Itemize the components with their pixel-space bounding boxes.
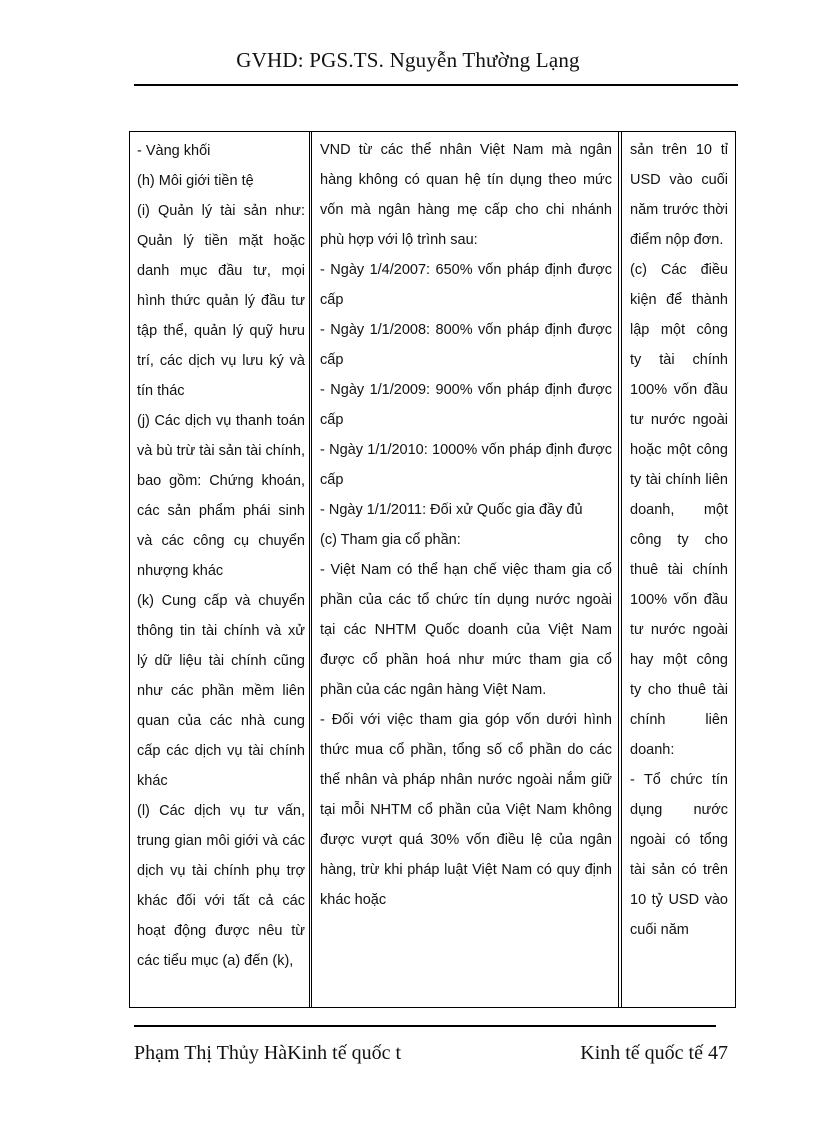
header-divider — [134, 84, 738, 86]
table-cell-text: - Đối với việc tham gia góp vốn dưới hình thức mua cổ phần, tổng số cổ phần do các thể nhân và pháp nhân nước ngoài nắm giữ tại mỗi NHTM cổ phần của Việt Nam không được vượt quá 30% vốn điều lệ của ngân hàng, trừ khi pháp luật Việt Nam có quy định khác hoặc — [320, 712, 612, 908]
table-cell-text: (h) Môi giới tiền tệ — [137, 173, 254, 189]
table-cell-text: - Tổ chức tín dụng nước ngoài có tổng tài sản có trên 10 tỷ USD vào cuối năm — [630, 772, 728, 938]
footer-divider — [134, 1025, 716, 1027]
table-cell-text: (j) Các dịch vụ thanh toán và bù trừ tài sản tài chính, bao gồm: Chứng khoán, các sản phẩm phái sinh và các công cụ chuyển nhượng khác — [137, 413, 305, 579]
table-column-limitations — [311, 132, 619, 1007]
table-column-conditions — [621, 132, 735, 1007]
table-cell-text: - Ngày 1/1/2009: 900% vốn pháp định được cấp — [320, 382, 612, 428]
table-cell-text: - Vàng khối — [137, 143, 211, 159]
footer-page-label: Kinh tế quốc tế 47 — [580, 1042, 728, 1064]
footer-author: Phạm Thị Thủy HàKinh tế quốc t — [134, 1042, 402, 1064]
table-cell-text: (i) Quản lý tài sản như: Quản lý tiền mặt hoặc danh mục đầu tư, mọi hình thức quản lý đầu tư tập thể, quản lý quỹ hưu trí, các dịch vụ lưu ký và tín thác — [137, 203, 305, 399]
page-header-title: GVHD: PGS.TS. Nguyễn Thường Lạng — [236, 48, 580, 72]
table-cell-text: - Ngày 1/1/2008: 800% vốn pháp định được cấp — [320, 322, 612, 368]
table-cell-text: (k) Cung cấp và chuyển thông tin tài chính và xử lý dữ liệu tài chính cũng như các phần mềm liên quan của các nhà cung cấp các dịch vụ tài chính khác — [137, 593, 305, 789]
table-cell-text: - Ngày 1/4/2007: 650% vốn pháp định được cấp — [320, 262, 612, 308]
table-cell-text: (c) Các điều kiện để thành lập một công ty tài chính 100% vốn đầu tư nước ngoài hoặc một công ty tài chính liên doanh, một công ty cho thuê tài chính 100% vốn đầu tư nước ngoài hay một công ty cho thuê tài chính liên doanh: — [630, 262, 728, 758]
table-cell-text: - Ngày 1/1/2011: Đối xử Quốc gia đầy đủ — [320, 502, 583, 518]
commitment-table — [129, 131, 736, 1008]
table-cell-text: - Việt Nam có thể hạn chế việc tham gia cổ phần của các tổ chức tín dụng nước ngoài tại các NHTM Quốc doanh của Việt Nam được cổ phần hoá như mức tham gia cổ phần của các ngân hàng Việt Nam. — [320, 562, 612, 698]
table-cell-text: (l) Các dịch vụ tư vấn, trung gian môi giới và các dịch vụ tài chính phụ trợ khác đối với tất cả các hoạt động được nêu từ các tiểu mục (a) đến (k), — [137, 803, 305, 969]
table-cell-text: (c) Tham gia cổ phần: — [320, 532, 461, 548]
table-column-services — [130, 132, 310, 1007]
table-cell-text: - Ngày 1/1/2010: 1000% vốn pháp định được cấp — [320, 442, 612, 488]
table-cell-text: VND từ các thể nhân Việt Nam mà ngân hàng không có quan hệ tín dụng theo mức vốn mà ngân hàng mẹ cấp cho chi nhánh phù hợp với lộ trình sau: — [320, 142, 612, 248]
table-cell-text: sản trên 10 tỉ USD vào cuối năm trước thời điểm nộp đơn. — [630, 142, 728, 248]
